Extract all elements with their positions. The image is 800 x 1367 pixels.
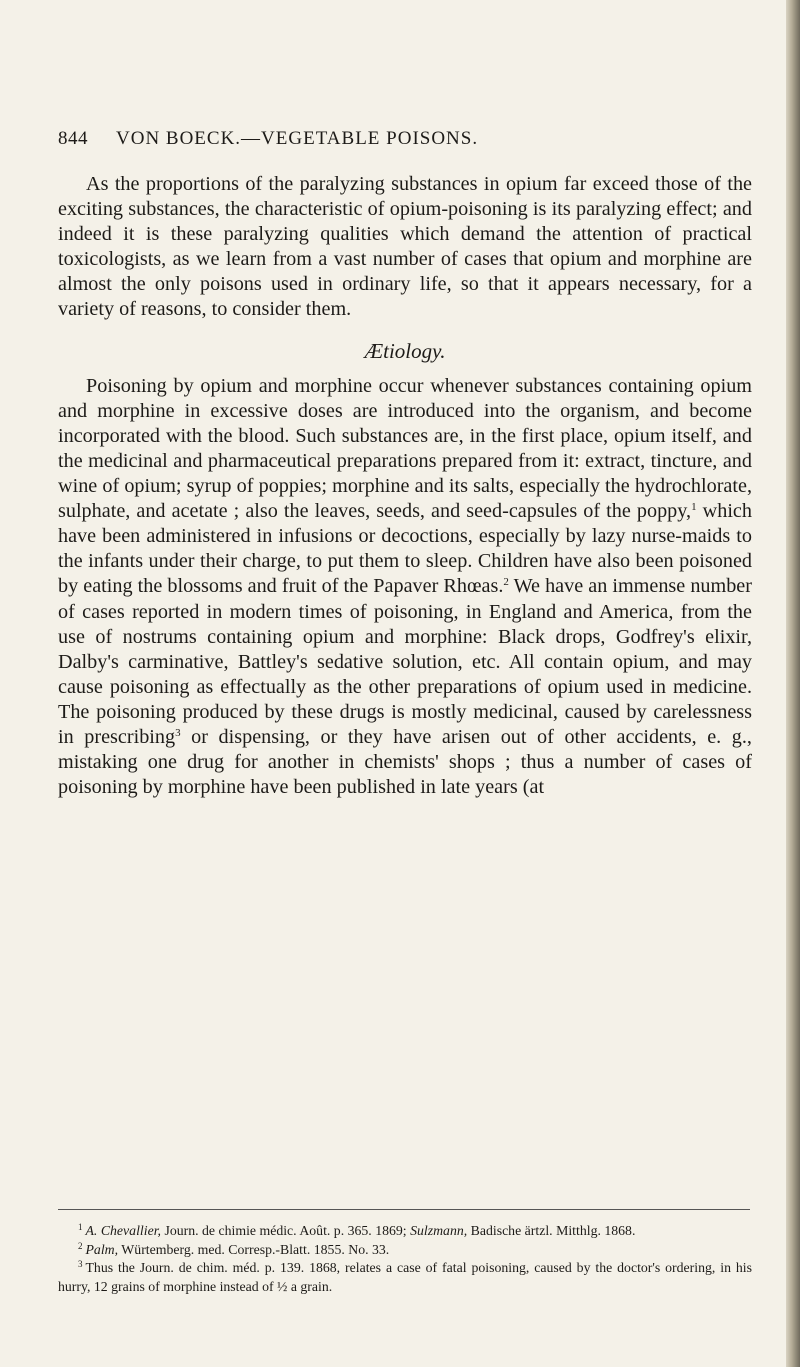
footnote-3 [58, 1259, 752, 1296]
footnote-divider [58, 1209, 750, 1210]
footnote-2-author: Palm, [85, 1241, 119, 1257]
page-number: 844 [58, 128, 88, 149]
footnote-ref-1[interactable]: 1 [691, 501, 697, 514]
footnote-2-text: Würtemberg. med. Corresp.-Blatt. 1855. No. 33. [118, 1241, 390, 1257]
footnote-ref-3[interactable]: 3 [175, 726, 181, 739]
aetiology-text-part-3: We have an immense number of cases reported in modern times of poisoning, in England and America, from the use of nostrums containing opium and morphine: Black drops, Godfrey's elixir, Dalby's carminative, Battley's sedative solution, etc. All contain opium, and may cause poisoning as effectually as the other preparations of opium used in medicine. The poisoning produced by these drugs is mostly medicinal, caused by carelessness in prescribing [58, 575, 752, 748]
aetiology-text-part-1: Poisoning by opium and morphine occur whenever substances containing opium and morphine in excessive doses are introduced into the organism, and become incorporated with the blood. Such substances are, in the first place, opium itself, and the medicinal and pharmaceutical preparations prepared from it: extract, tincture, and wine of opium; syrup of poppies; morphine and its salts, especially the hydrochlorate, sulphate, and acetate ; also the leaves, seeds, and seed-capsules of the poppy, [58, 374, 752, 523]
footnotes [58, 1222, 752, 1296]
footnote-1-mark: 1 [78, 1222, 83, 1232]
section-heading-aetiology: Ætiology. [364, 338, 446, 363]
footnote-2-mark: 2 [78, 1240, 83, 1251]
footnote-3-text: Thus the Journ. de chim. méd. p. 139. 1868, relates a case of fatal poisoning, caused by the doctor's ordering, in his hurry, 12 grains of morphine instead of ½ a grain. [58, 1260, 752, 1294]
footnote-1-text-2: Badische ärtzl. Mitthlg. 1868. [467, 1223, 636, 1238]
intro-paragraph: As the proportions of the paralyzing substances in opium far exceed those of the exciting substances, the characteristic of opium-poisoning is its paralyzing effect; and indeed it is these paralyzing qualities which demand the attention of practical toxicologists, as we learn from a vast number of cases that opium and morphine are almost the only poisons used in ordinary life, so that it appears necessary, for a variety of reasons, to consider them. [58, 173, 752, 321]
footnote-2 [58, 1241, 752, 1260]
footnote-1-author-2: Sulzmann, [410, 1223, 468, 1238]
main-text [58, 172, 752, 800]
footnote-3-mark: 3 [78, 1259, 83, 1270]
running-header [58, 128, 758, 154]
footnote-1-text: Journ. de chimie médic. Août. p. 365. 1869; [161, 1223, 411, 1238]
footnote-1 [58, 1222, 752, 1241]
aetiology-text-part-4: or dispensing, or they have arisen out of other accidents, e. g., mistaking one drug for another in chemists' shops ; thus a number of cases of poisoning by morphine have been published in late years (at [58, 725, 752, 799]
page-edge-shadow [786, 0, 800, 1367]
footnote-ref-2[interactable]: 2 [503, 576, 509, 589]
aetiology-paragraph [58, 374, 752, 801]
aetiology-text-part-2: which have been administered in infusions or decoctions, especially by lazy nurse-maids to the infants under their charge, to put them to sleep. Children have also been poisoned by eating the blossoms and fruit of the Papaver Rhœas. [58, 500, 752, 598]
running-title: VON BOECK.—VEGETABLE POISONS. [116, 128, 479, 149]
footnote-1-author: A. Chevallier, [85, 1223, 161, 1238]
